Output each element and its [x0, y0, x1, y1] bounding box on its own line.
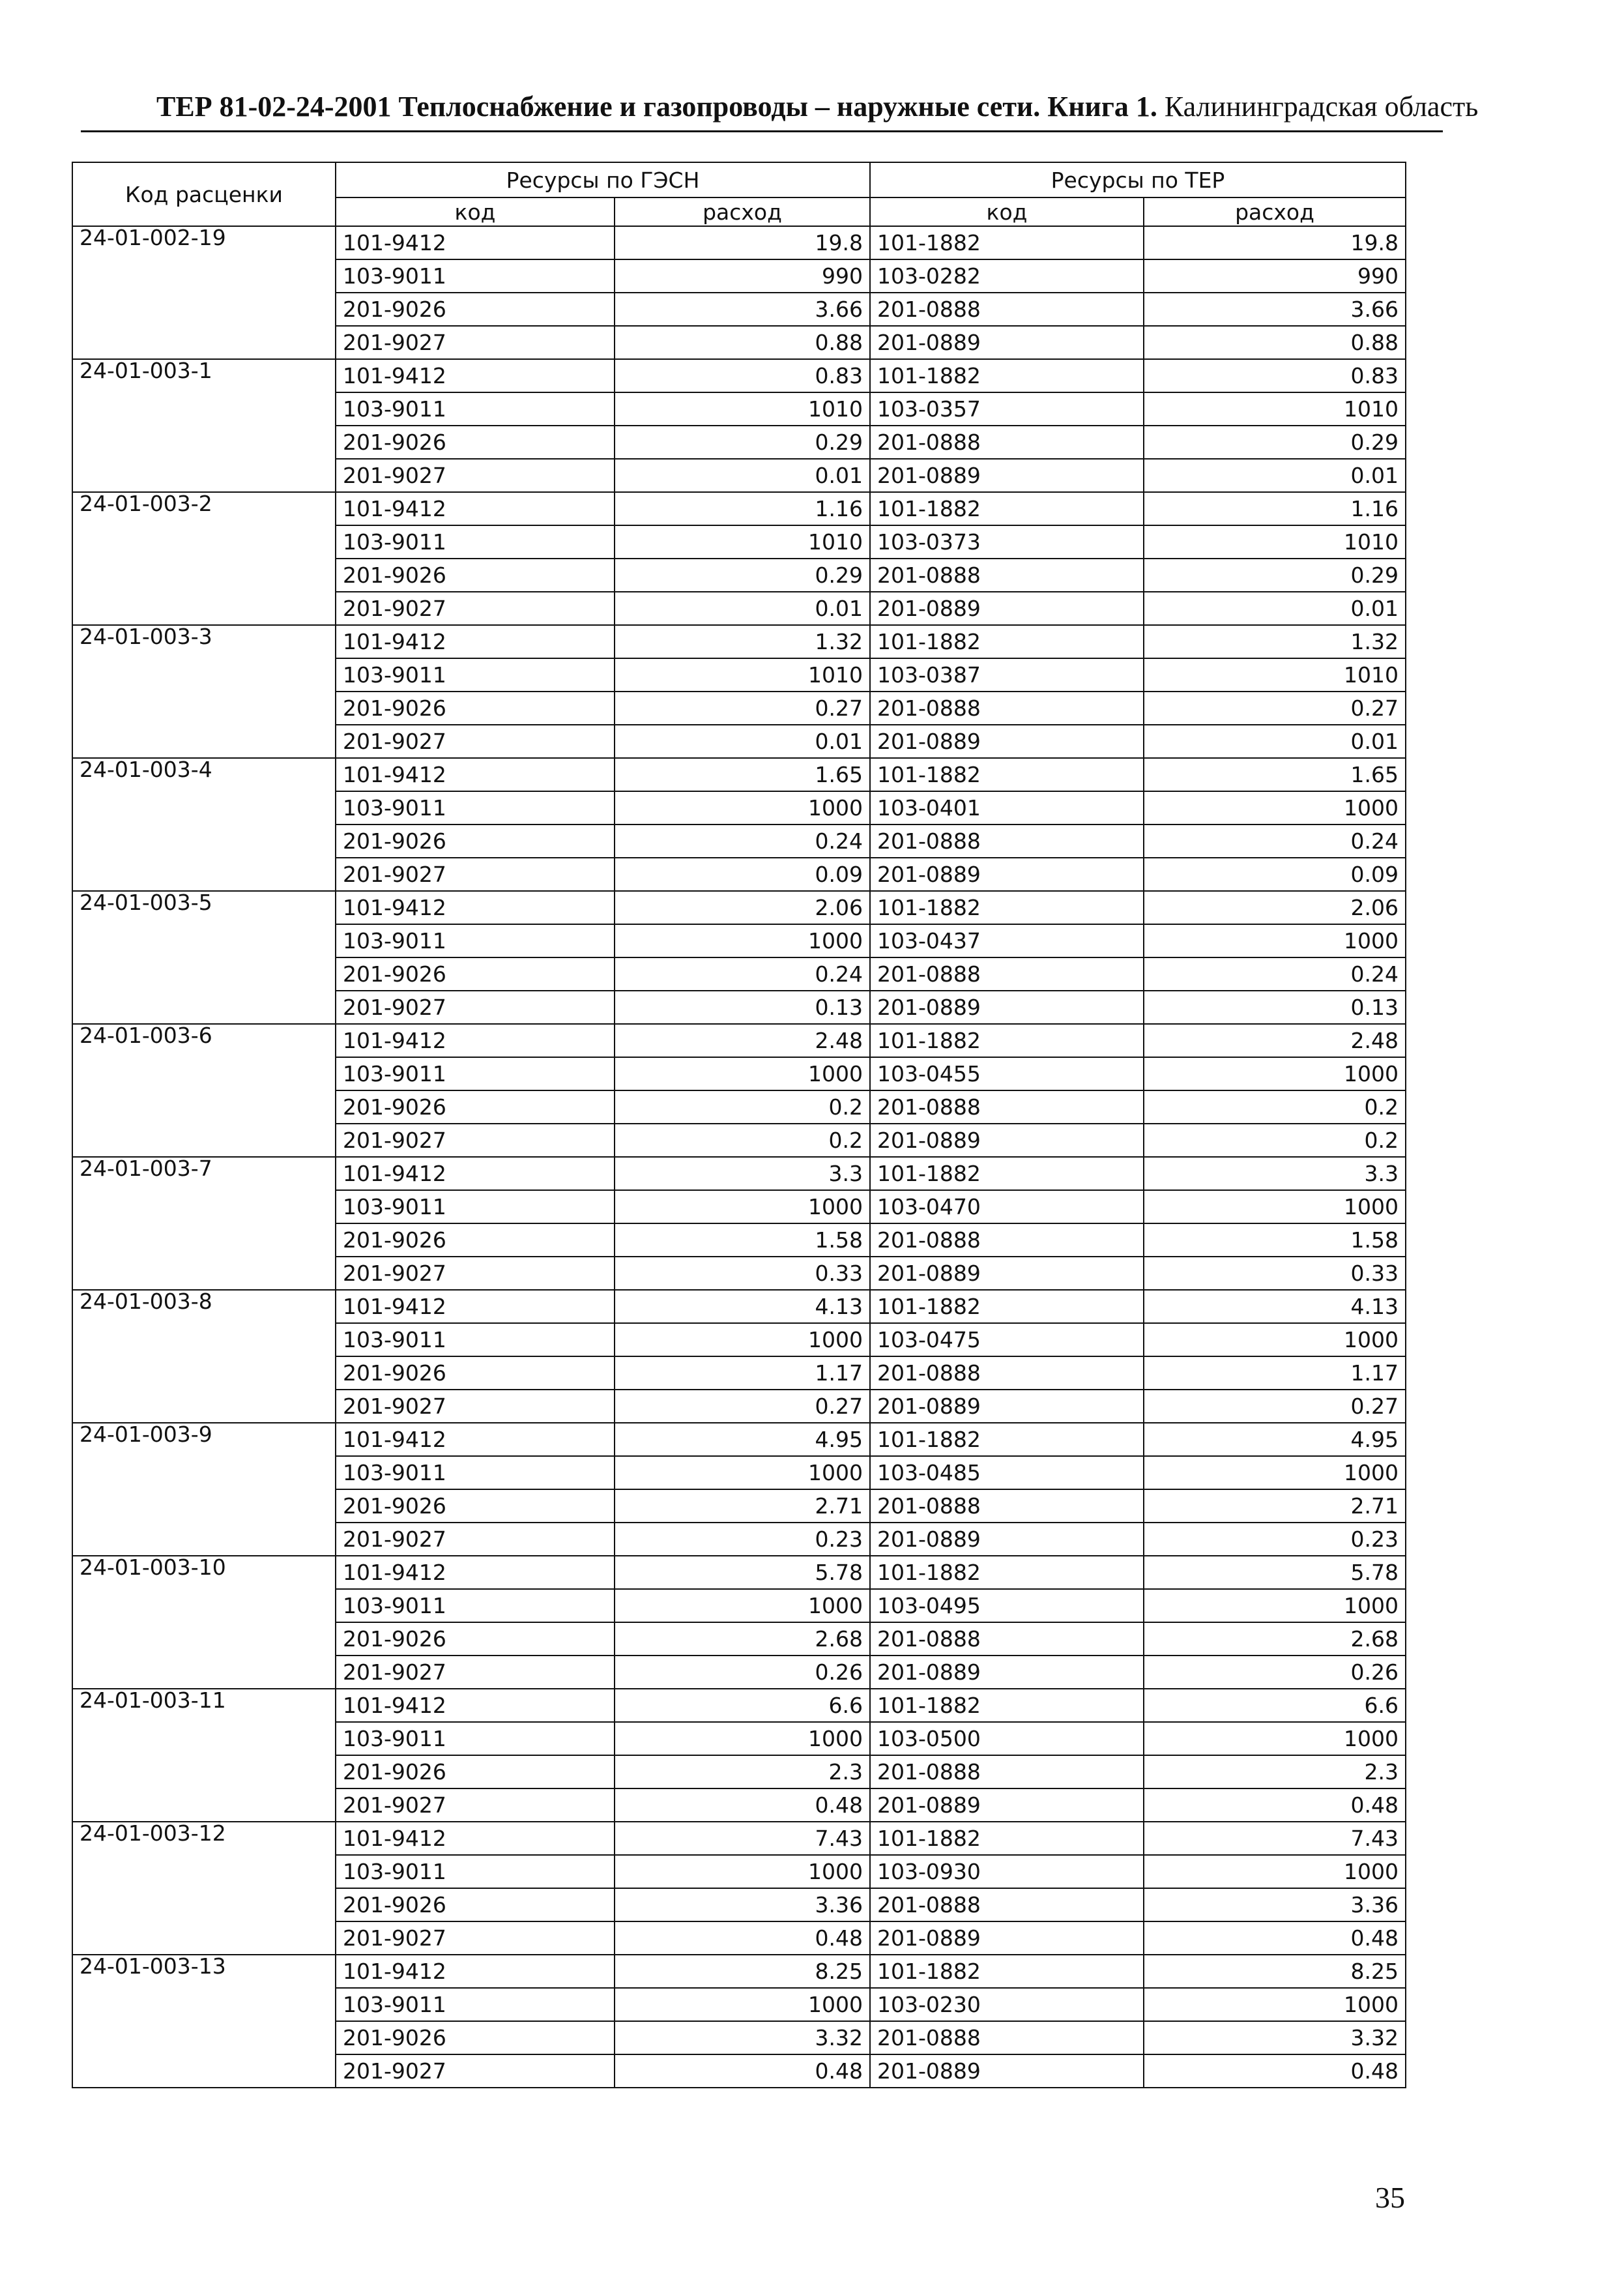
ter-code-cell: 101-1882	[870, 891, 1144, 924]
gesn-rate-cell: 2.06	[615, 891, 870, 924]
ter-rate-cell: 7.43	[1144, 1822, 1406, 1855]
gesn-rate-cell: 1010	[615, 392, 870, 426]
ter-rate-cell: 0.13	[1144, 991, 1406, 1024]
gesn-rate-cell: 19.8	[615, 226, 870, 259]
gesn-rate-cell: 0.23	[615, 1523, 870, 1556]
gesn-code-cell: 101-9412	[336, 359, 615, 392]
ter-rate-cell: 3.32	[1144, 2021, 1406, 2054]
table-row	[72, 1689, 1406, 1722]
ter-rate-cell: 0.29	[1144, 559, 1406, 592]
gesn-rate-cell: 990	[615, 259, 870, 293]
ter-rate-cell: 1000	[1144, 1323, 1406, 1356]
gesn-code-cell: 201-9026	[336, 1888, 615, 1921]
gesn-code-cell: 201-9027	[336, 1257, 615, 1290]
ter-rate-cell: 19.8	[1144, 226, 1406, 259]
gesn-code-cell: 103-9011	[336, 1456, 615, 1489]
ter-rate-cell: 1000	[1144, 1190, 1406, 1223]
gesn-rate-cell: 0.48	[615, 1921, 870, 1955]
ter-code-cell: 201-0888	[870, 692, 1144, 725]
ter-code-cell: 101-1882	[870, 1290, 1144, 1323]
ter-rate-cell: 0.01	[1144, 459, 1406, 492]
gesn-code-cell: 101-9412	[336, 226, 615, 259]
rate-code-cell: 24-01-003-12	[72, 1822, 336, 1955]
ter-code-cell: 201-0888	[870, 1489, 1144, 1523]
rate-code-cell: 24-01-003-4	[72, 758, 336, 891]
gesn-rate-cell: 0.83	[615, 359, 870, 392]
table-row	[72, 1822, 1406, 1855]
gesn-code-cell: 201-9027	[336, 1523, 615, 1556]
gesn-rate-cell: 1000	[615, 1323, 870, 1356]
table-row	[72, 1024, 1406, 1057]
gesn-rate-cell: 1.16	[615, 492, 870, 525]
gesn-code-cell: 201-9027	[336, 1788, 615, 1822]
ter-rate-cell: 4.13	[1144, 1290, 1406, 1323]
gesn-rate-cell: 0.29	[615, 559, 870, 592]
gesn-rate-cell: 1010	[615, 658, 870, 692]
gesn-rate-cell: 3.66	[615, 293, 870, 326]
gesn-rate-cell: 0.24	[615, 824, 870, 858]
gesn-rate-cell: 1.17	[615, 1356, 870, 1390]
gesn-rate-cell: 1000	[615, 924, 870, 957]
ter-code-cell: 201-0889	[870, 1921, 1144, 1955]
ter-rate-cell: 990	[1144, 259, 1406, 293]
table-row	[72, 1955, 1406, 1988]
ter-code-cell: 201-0888	[870, 1622, 1144, 1656]
ter-code-cell: 201-0888	[870, 957, 1144, 991]
sub-header-gesn-code: код	[336, 197, 615, 226]
ter-rate-cell: 3.66	[1144, 293, 1406, 326]
resource-table	[72, 162, 1406, 2088]
gesn-code-cell: 201-9027	[336, 459, 615, 492]
ter-rate-cell: 1000	[1144, 1456, 1406, 1489]
gesn-rate-cell: 1000	[615, 1589, 870, 1622]
gesn-rate-cell: 0.33	[615, 1257, 870, 1290]
gesn-rate-cell: 1000	[615, 791, 870, 824]
header-title: ТЕР 81-02-24-2001 Теплоснабжение и газопроводы – наружные сети. Книга 1.	[156, 91, 1157, 123]
gesn-rate-cell: 8.25	[615, 1955, 870, 1988]
ter-rate-cell: 1000	[1144, 1988, 1406, 2021]
table-row	[72, 891, 1406, 924]
gesn-code-cell: 101-9412	[336, 625, 615, 658]
ter-rate-cell: 4.95	[1144, 1423, 1406, 1456]
rate-code-cell: 24-01-003-5	[72, 891, 336, 1024]
gesn-code-cell: 201-9027	[336, 1921, 615, 1955]
ter-code-cell: 201-0889	[870, 1390, 1144, 1423]
ter-rate-cell: 0.01	[1144, 592, 1406, 625]
gesn-rate-cell: 1.32	[615, 625, 870, 658]
rate-code-cell: 24-01-003-7	[72, 1157, 336, 1290]
ter-code-cell: 201-0889	[870, 858, 1144, 891]
gesn-rate-cell: 2.68	[615, 1622, 870, 1656]
gesn-rate-cell: 3.36	[615, 1888, 870, 1921]
ter-code-cell: 103-0230	[870, 1988, 1144, 2021]
rate-code-cell: 24-01-003-11	[72, 1689, 336, 1822]
gesn-rate-cell: 3.3	[615, 1157, 870, 1190]
ter-code-cell: 101-1882	[870, 1423, 1144, 1456]
col-header-code: Код расценки	[72, 162, 336, 226]
ter-code-cell: 201-0889	[870, 1257, 1144, 1290]
ter-rate-cell: 1010	[1144, 658, 1406, 692]
ter-code-cell: 201-0889	[870, 1788, 1144, 1822]
ter-code-cell: 101-1882	[870, 226, 1144, 259]
ter-rate-cell: 2.48	[1144, 1024, 1406, 1057]
gesn-rate-cell: 2.3	[615, 1755, 870, 1788]
gesn-code-cell: 103-9011	[336, 392, 615, 426]
gesn-code-cell: 101-9412	[336, 1689, 615, 1722]
gesn-rate-cell: 1000	[615, 1855, 870, 1888]
ter-rate-cell: 2.06	[1144, 891, 1406, 924]
gesn-code-cell: 101-9412	[336, 1024, 615, 1057]
gesn-code-cell: 201-9026	[336, 1489, 615, 1523]
gesn-code-cell: 101-9412	[336, 1290, 615, 1323]
ter-code-cell: 201-0889	[870, 725, 1144, 758]
page-number: 35	[1375, 2181, 1405, 2214]
gesn-rate-cell: 0.2	[615, 1124, 870, 1157]
ter-rate-cell: 0.2	[1144, 1124, 1406, 1157]
gesn-code-cell: 201-9027	[336, 725, 615, 758]
ter-code-cell: 201-0889	[870, 592, 1144, 625]
ter-rate-cell: 0.88	[1144, 326, 1406, 359]
ter-code-cell: 101-1882	[870, 1157, 1144, 1190]
gesn-rate-cell: 0.24	[615, 957, 870, 991]
gesn-rate-cell: 1000	[615, 1456, 870, 1489]
gesn-rate-cell: 5.78	[615, 1556, 870, 1589]
gesn-code-cell: 201-9027	[336, 858, 615, 891]
ter-rate-cell: 2.68	[1144, 1622, 1406, 1656]
gesn-rate-cell: 3.32	[615, 2021, 870, 2054]
rate-code-cell: 24-01-003-2	[72, 492, 336, 625]
rate-code-cell: 24-01-003-9	[72, 1423, 336, 1556]
ter-rate-cell: 0.48	[1144, 2054, 1406, 2088]
gesn-code-cell: 101-9412	[336, 1955, 615, 1988]
gesn-code-cell: 101-9412	[336, 1423, 615, 1456]
gesn-code-cell: 103-9011	[336, 1988, 615, 2021]
gesn-rate-cell: 1.58	[615, 1223, 870, 1257]
ter-rate-cell: 3.36	[1144, 1888, 1406, 1921]
ter-rate-cell: 0.01	[1144, 725, 1406, 758]
ter-rate-cell: 1010	[1144, 525, 1406, 559]
gesn-code-cell: 201-9027	[336, 2054, 615, 2088]
ter-rate-cell: 8.25	[1144, 1955, 1406, 1988]
gesn-rate-cell: 0.01	[615, 592, 870, 625]
rate-code-cell: 24-01-003-8	[72, 1290, 336, 1423]
gesn-code-cell: 201-9026	[336, 426, 615, 459]
ter-code-cell: 201-0888	[870, 1090, 1144, 1124]
gesn-code-cell: 201-9026	[336, 293, 615, 326]
ter-rate-cell: 0.09	[1144, 858, 1406, 891]
rate-code-cell: 24-01-003-3	[72, 625, 336, 758]
ter-rate-cell: 1000	[1144, 1855, 1406, 1888]
gesn-code-cell: 103-9011	[336, 1323, 615, 1356]
table-row	[72, 1157, 1406, 1190]
gesn-code-cell: 201-9026	[336, 1622, 615, 1656]
ter-rate-cell: 3.3	[1144, 1157, 1406, 1190]
gesn-code-cell: 103-9011	[336, 1190, 615, 1223]
ter-code-cell: 201-0888	[870, 824, 1144, 858]
gesn-code-cell: 201-9026	[336, 824, 615, 858]
rate-code-cell: 24-01-003-1	[72, 359, 336, 492]
table-row	[72, 1423, 1406, 1456]
ter-rate-cell: 2.71	[1144, 1489, 1406, 1523]
ter-rate-cell: 1.32	[1144, 625, 1406, 658]
gesn-code-cell: 103-9011	[336, 924, 615, 957]
gesn-code-cell: 201-9026	[336, 1090, 615, 1124]
gesn-code-cell: 103-9011	[336, 1057, 615, 1090]
rate-code-cell: 24-01-003-6	[72, 1024, 336, 1157]
sub-header-gesn-rate: расход	[615, 197, 870, 226]
ter-code-cell: 103-0357	[870, 392, 1144, 426]
gesn-rate-cell: 1010	[615, 525, 870, 559]
table-row	[72, 492, 1406, 525]
gesn-rate-cell: 1000	[615, 1057, 870, 1090]
sub-header-ter-code: код	[870, 197, 1144, 226]
gesn-rate-cell: 1000	[615, 1988, 870, 2021]
gesn-code-cell: 101-9412	[336, 492, 615, 525]
ter-code-cell: 103-0500	[870, 1722, 1144, 1755]
ter-code-cell: 201-0889	[870, 1523, 1144, 1556]
ter-rate-cell: 1010	[1144, 392, 1406, 426]
ter-rate-cell: 0.27	[1144, 1390, 1406, 1423]
ter-rate-cell: 1000	[1144, 1722, 1406, 1755]
gesn-code-cell: 103-9011	[336, 791, 615, 824]
ter-code-cell: 101-1882	[870, 492, 1144, 525]
ter-rate-cell: 1.16	[1144, 492, 1406, 525]
gesn-code-cell: 201-9026	[336, 1356, 615, 1390]
rate-code-cell: 24-01-002-19	[72, 226, 336, 359]
gesn-rate-cell: 0.26	[615, 1656, 870, 1689]
ter-code-cell: 201-0888	[870, 559, 1144, 592]
table-row	[72, 758, 1406, 791]
ter-code-cell: 201-0889	[870, 991, 1144, 1024]
gesn-rate-cell: 1000	[615, 1190, 870, 1223]
ter-rate-cell: 0.27	[1144, 692, 1406, 725]
ter-rate-cell: 1000	[1144, 1057, 1406, 1090]
gesn-code-cell: 201-9027	[336, 1124, 615, 1157]
ter-code-cell: 101-1882	[870, 1822, 1144, 1855]
gesn-code-cell: 101-9412	[336, 891, 615, 924]
ter-code-cell: 103-0495	[870, 1589, 1144, 1622]
gesn-code-cell: 101-9412	[336, 758, 615, 791]
sub-header-ter-rate: расход	[1144, 197, 1406, 226]
gesn-rate-cell: 1000	[615, 1722, 870, 1755]
ter-rate-cell: 6.6	[1144, 1689, 1406, 1722]
gesn-rate-cell: 0.48	[615, 2054, 870, 2088]
ter-code-cell: 103-0455	[870, 1057, 1144, 1090]
ter-code-cell: 201-0888	[870, 1223, 1144, 1257]
gesn-rate-cell: 0.29	[615, 426, 870, 459]
gesn-code-cell: 103-9011	[336, 1722, 615, 1755]
ter-rate-cell: 5.78	[1144, 1556, 1406, 1589]
gesn-code-cell: 101-9412	[336, 1157, 615, 1190]
gesn-rate-cell: 0.27	[615, 1390, 870, 1423]
ter-code-cell: 103-0437	[870, 924, 1144, 957]
ter-code-cell: 101-1882	[870, 1556, 1144, 1589]
table-row	[72, 1556, 1406, 1589]
gesn-rate-cell: 0.09	[615, 858, 870, 891]
table-row	[72, 1290, 1406, 1323]
ter-code-cell: 103-0373	[870, 525, 1144, 559]
gesn-rate-cell: 0.48	[615, 1788, 870, 1822]
ter-rate-cell: 1000	[1144, 924, 1406, 957]
table-row	[72, 226, 1406, 259]
gesn-code-cell: 201-9027	[336, 991, 615, 1024]
ter-rate-cell: 0.24	[1144, 957, 1406, 991]
gesn-code-cell: 201-9026	[336, 1755, 615, 1788]
ter-code-cell: 101-1882	[870, 625, 1144, 658]
ter-rate-cell: 0.2	[1144, 1090, 1406, 1124]
ter-rate-cell: 0.48	[1144, 1921, 1406, 1955]
gesn-code-cell: 201-9026	[336, 559, 615, 592]
gesn-rate-cell: 4.95	[615, 1423, 870, 1456]
gesn-rate-cell: 0.01	[615, 459, 870, 492]
gesn-rate-cell: 2.71	[615, 1489, 870, 1523]
ter-code-cell: 103-0282	[870, 259, 1144, 293]
gesn-code-cell: 103-9011	[336, 1855, 615, 1888]
gesn-code-cell: 201-9026	[336, 1223, 615, 1257]
group-header-ter: Ресурсы по ТЕР	[870, 162, 1406, 197]
ter-rate-cell: 1000	[1144, 791, 1406, 824]
ter-code-cell: 103-0930	[870, 1855, 1144, 1888]
header-rule	[81, 130, 1443, 132]
gesn-rate-cell: 0.13	[615, 991, 870, 1024]
page-header	[156, 90, 1478, 123]
gesn-code-cell: 201-9026	[336, 957, 615, 991]
gesn-rate-cell: 0.88	[615, 326, 870, 359]
ter-rate-cell: 0.48	[1144, 1788, 1406, 1822]
ter-code-cell: 201-0888	[870, 2021, 1144, 2054]
ter-rate-cell: 0.29	[1144, 426, 1406, 459]
gesn-rate-cell: 0.01	[615, 725, 870, 758]
ter-rate-cell: 0.33	[1144, 1257, 1406, 1290]
ter-rate-cell: 2.3	[1144, 1755, 1406, 1788]
gesn-rate-cell: 7.43	[615, 1822, 870, 1855]
ter-code-cell: 103-0401	[870, 791, 1144, 824]
ter-code-cell: 103-0475	[870, 1323, 1144, 1356]
gesn-code-cell: 103-9011	[336, 525, 615, 559]
rate-code-cell: 24-01-003-13	[72, 1955, 336, 2088]
ter-rate-cell: 0.83	[1144, 359, 1406, 392]
group-header-gesn: Ресурсы по ГЭСН	[336, 162, 870, 197]
gesn-rate-cell: 0.2	[615, 1090, 870, 1124]
table-body	[72, 226, 1406, 2088]
gesn-code-cell: 201-9027	[336, 1656, 615, 1689]
ter-code-cell: 201-0888	[870, 1356, 1144, 1390]
gesn-code-cell: 103-9011	[336, 658, 615, 692]
gesn-rate-cell: 1.65	[615, 758, 870, 791]
ter-code-cell: 201-0889	[870, 1124, 1144, 1157]
ter-rate-cell: 0.24	[1144, 824, 1406, 858]
gesn-rate-cell: 2.48	[615, 1024, 870, 1057]
gesn-code-cell: 201-9026	[336, 692, 615, 725]
table-row	[72, 625, 1406, 658]
ter-code-cell: 101-1882	[870, 1689, 1144, 1722]
ter-code-cell: 103-0387	[870, 658, 1144, 692]
ter-rate-cell: 1000	[1144, 1589, 1406, 1622]
ter-code-cell: 101-1882	[870, 359, 1144, 392]
ter-code-cell: 201-0888	[870, 1888, 1144, 1921]
gesn-code-cell: 103-9011	[336, 1589, 615, 1622]
gesn-code-cell: 201-9027	[336, 326, 615, 359]
gesn-rate-cell: 6.6	[615, 1689, 870, 1722]
ter-code-cell: 101-1882	[870, 1955, 1144, 1988]
gesn-rate-cell: 0.27	[615, 692, 870, 725]
gesn-rate-cell: 4.13	[615, 1290, 870, 1323]
ter-code-cell: 201-0888	[870, 1755, 1144, 1788]
ter-code-cell: 201-0888	[870, 426, 1144, 459]
gesn-code-cell: 101-9412	[336, 1556, 615, 1589]
table-row	[72, 359, 1406, 392]
gesn-code-cell: 201-9027	[336, 592, 615, 625]
ter-code-cell: 101-1882	[870, 1024, 1144, 1057]
gesn-code-cell: 201-9027	[336, 1390, 615, 1423]
ter-rate-cell: 1.17	[1144, 1356, 1406, 1390]
ter-code-cell: 103-0485	[870, 1456, 1144, 1489]
ter-rate-cell: 1.58	[1144, 1223, 1406, 1257]
ter-code-cell: 201-0889	[870, 2054, 1144, 2088]
ter-rate-cell: 1.65	[1144, 758, 1406, 791]
ter-code-cell: 103-0470	[870, 1190, 1144, 1223]
rate-code-cell: 24-01-003-10	[72, 1556, 336, 1689]
ter-rate-cell: 0.23	[1144, 1523, 1406, 1556]
gesn-code-cell: 101-9412	[336, 1822, 615, 1855]
header-region: Калининградская область	[1164, 91, 1479, 123]
ter-code-cell: 101-1882	[870, 758, 1144, 791]
ter-code-cell: 201-0888	[870, 293, 1144, 326]
ter-code-cell: 201-0889	[870, 459, 1144, 492]
gesn-code-cell: 201-9026	[336, 2021, 615, 2054]
ter-rate-cell: 0.26	[1144, 1656, 1406, 1689]
ter-code-cell: 201-0889	[870, 326, 1144, 359]
ter-code-cell: 201-0889	[870, 1656, 1144, 1689]
gesn-code-cell: 103-9011	[336, 259, 615, 293]
